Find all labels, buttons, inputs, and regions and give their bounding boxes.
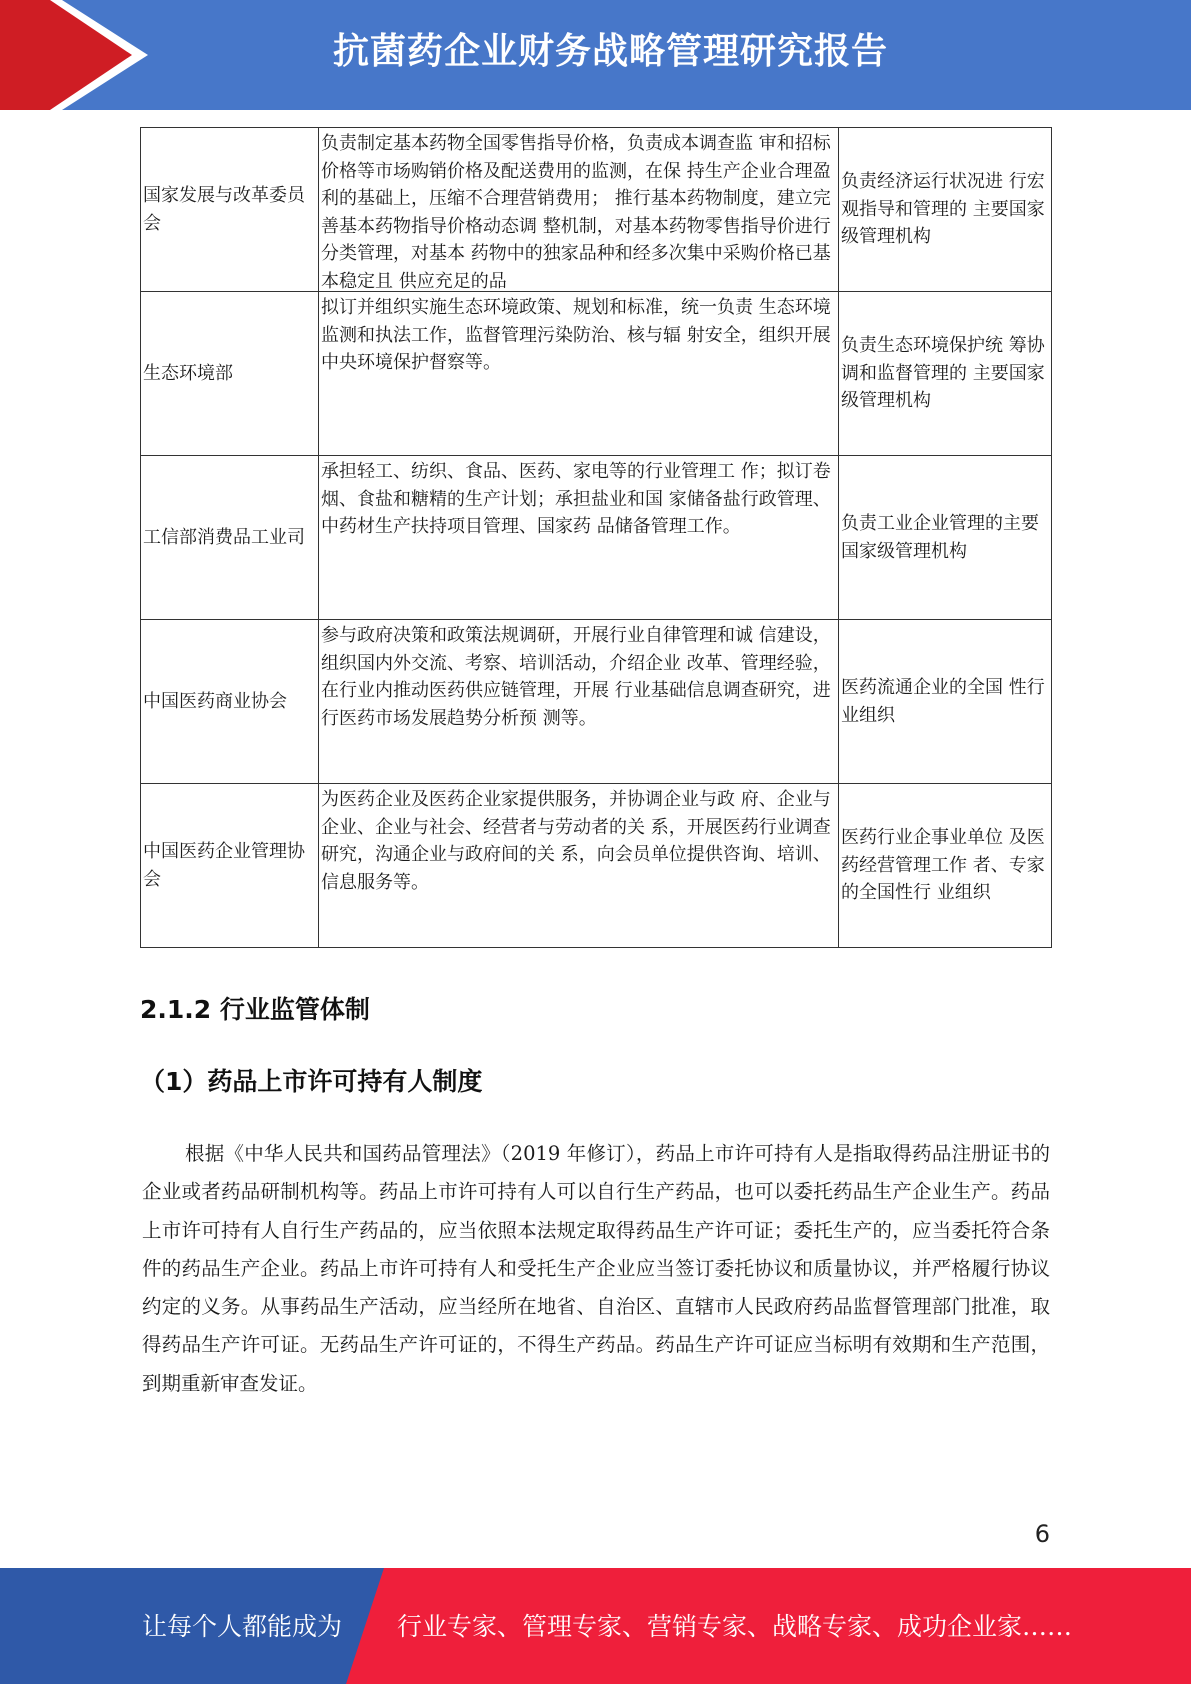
footer-slogan-left: 让每个人都能成为 <box>142 1612 343 1641</box>
duty-text: 拟订并组织实施生态环境政策、规划和标准，统一负责 生态环境监测和执法工作，监督管理污染防治、核与辐 射安全，组织开展中央环境保护督察等。 <box>321 297 831 373</box>
duty-cell <box>319 620 839 784</box>
page-number: 6 <box>1034 1520 1050 1548</box>
duty-text: 为医药企业及医药企业家提供服务，并协调企业与政 府、企业与企业、企业与社会、经营者与劳动者的关 系，开展医药行业调查研究，沟通企业与政府间的关 系，向会员单位提供咨询、培训、信息服务等。 <box>321 789 831 893</box>
subsection-heading: （1）药品上市许可持有人制度 <box>140 1067 483 1096</box>
page-header <box>0 0 1191 110</box>
table-row <box>141 456 1052 620</box>
table-row <box>141 784 1052 948</box>
org-name-cell: 生态环境部 <box>141 292 319 456</box>
duty-cell <box>319 292 839 456</box>
role-cell: 负责经济运行状况进 行宏观指导和管理的 主要国家级管理机构 <box>839 128 1052 292</box>
duty-text: 参与政府决策和政策法规调研，开展行业自律管理和诚 信建设，组织国内外交流、考察、培训活动，介绍企业 改革、管理经验，在行业内推动医药供应链管理，开展 行业基础信息调查研究，进行医药市场发展趋势分析预 测等。 <box>321 625 831 729</box>
duty-cell <box>319 128 839 292</box>
role-cell: 医药行业企事业单位 及医药经营管理工作 者、专家的全国性行 业组织 <box>839 784 1052 948</box>
duty-text: 承担轻工、纺织、食品、医药、家电等的行业管理工 作；拟订卷烟、食盐和糖精的生产计划；承担盐业和国 家储备盐行政管理、中药材生产扶持项目管理、国家药 品储备管理工作。 <box>321 461 831 537</box>
org-name-cell: 中国医药企业管理协会 <box>141 784 319 948</box>
duty-cell <box>319 456 839 620</box>
role-cell: 负责工业企业管理的主要国家级管理机构 <box>839 456 1052 620</box>
duty-cell <box>319 784 839 948</box>
role-cell: 负责生态环境保护统 筹协调和监督管理的 主要国家级管理机构 <box>839 292 1052 456</box>
regulatory-bodies-table <box>140 127 1052 948</box>
org-name-cell: 国家发展与改革委员会 <box>141 128 319 292</box>
body-paragraph: 根据《中华人民共和国药品管理法》（2019 年修订），药品上市许可持有人是指取得药品注册证书的企业或者药品研制机构等。药品上市许可持有人可以自行生产药品，也可以委托药品生产企业生产。药品上市许可持有人自行生产药品的，应当依照本法规定取得药品生产许可证；委托生产的，应当委托符合条件的药品生产企业。药品上市许可持有人和受托生产企业应当签订委托协议和质量协议，并严格履行协议约定的义务。从事药品生产活动，应当经所在地省、自治区、直辖市人民政府药品监督管理部门批准，取得药品生产许可证。无药品生产许可证的，不得生产药品。药品生产许可证应当标明有效期和生产范围，到期重新审查发证。 <box>142 1142 1050 1395</box>
table-row <box>141 620 1052 784</box>
page-footer <box>0 1568 1191 1684</box>
footer-slogan-right: 行业专家、管理专家、营销专家、战略专家、成功企业家…… <box>397 1612 1073 1641</box>
table-row <box>141 292 1052 456</box>
section-heading: 2.1.2 行业监管体制 <box>140 995 370 1024</box>
duty-text: 负责制定基本药物全国零售指导价格，负责成本调查监 审和招标价格等市场购销价格及配送费用的监测，在保 持生产企业合理盈利的基础上，压缩不合理营销费用； 推行基本药物制度，建立完善基本药物指导价格动态调 整机制，对基本药物零售指导价进行分类管理，对基本 药物中的独家品种和经多次集中采购价格已基本稳定且 供应充足的品 <box>321 133 831 290</box>
role-cell: 医药流通企业的全国 性行业组织 <box>839 620 1052 784</box>
org-name-cell: 中国医药商业协会 <box>141 620 319 784</box>
org-name-cell: 工信部消费品工业司 <box>141 456 319 620</box>
report-title: 抗菌药企业财务战略管理研究报告 <box>332 31 888 72</box>
table-row <box>141 128 1052 292</box>
